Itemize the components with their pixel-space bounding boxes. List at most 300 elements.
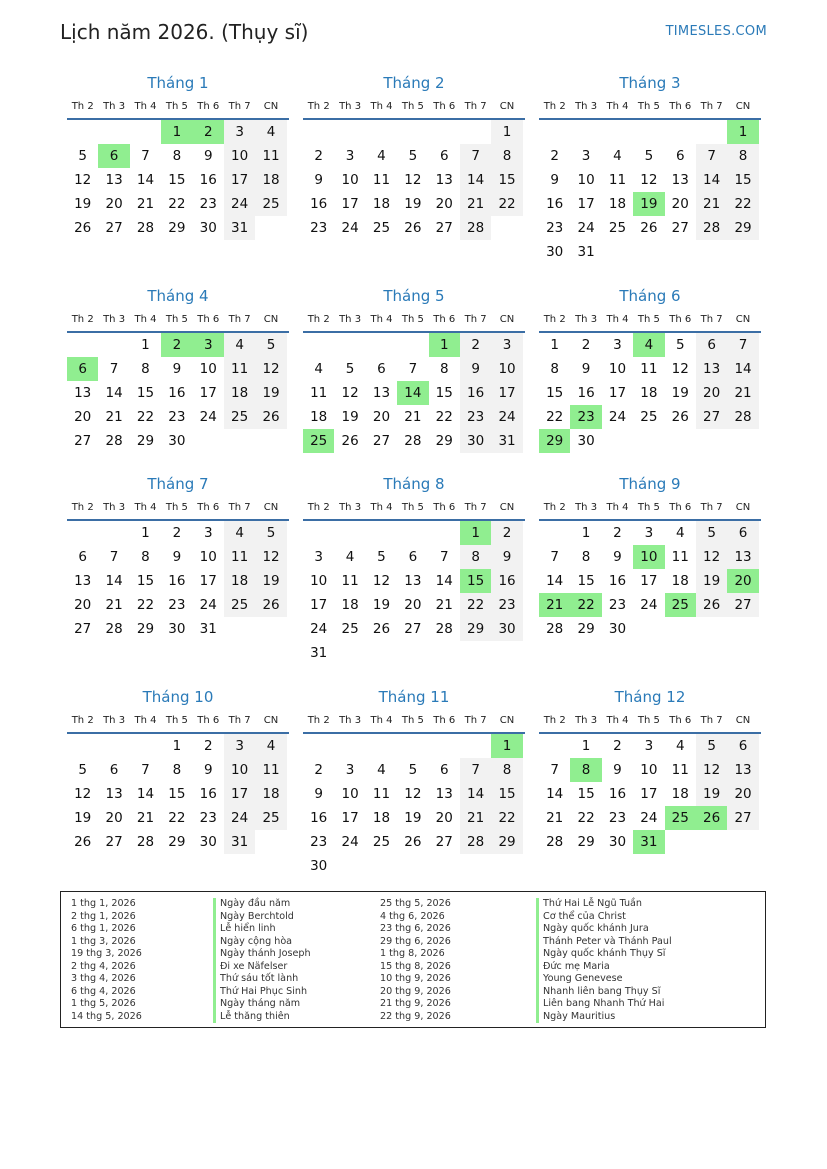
day-cell: 26 xyxy=(74,220,92,236)
day-cell: 26 xyxy=(255,405,286,429)
week-row xyxy=(67,617,289,641)
day-cell: 7 xyxy=(460,144,491,168)
day-cell: 11 xyxy=(372,172,391,188)
day-cell: 15 xyxy=(491,782,522,806)
day-cell: 13 xyxy=(696,357,727,381)
day-cell: 28 xyxy=(404,433,422,449)
day-cell: 13 xyxy=(727,758,758,782)
day-cell: 12 xyxy=(696,758,727,782)
day-cell: 30 xyxy=(168,621,186,637)
week-row xyxy=(539,429,761,453)
weekday-header xyxy=(67,495,289,521)
day-cell: 25 xyxy=(665,806,696,830)
day-cell: 2 xyxy=(193,120,224,144)
empty-day-cell xyxy=(665,120,696,144)
week-row xyxy=(303,641,525,665)
empty-day-cell xyxy=(193,429,224,453)
month-block xyxy=(303,72,525,240)
day-cell: 6 xyxy=(727,521,758,545)
day-cell: 7 xyxy=(408,361,418,377)
weekday-label: Th 5 xyxy=(401,501,424,513)
weekday-label: Th 2 xyxy=(71,714,94,726)
day-cell: 29 xyxy=(168,834,186,850)
day-cell: 6 xyxy=(439,148,449,164)
day-cell: 19 xyxy=(372,597,391,613)
day-cell: 30 xyxy=(546,244,564,260)
day-cell: 12 xyxy=(255,545,286,569)
empty-day-cell xyxy=(366,854,397,878)
day-cell: 15 xyxy=(136,573,155,589)
empty-day-cell xyxy=(397,734,428,758)
week-row xyxy=(303,357,525,381)
day-cell: 13 xyxy=(74,573,92,589)
empty-day-cell xyxy=(460,120,491,144)
day-cell: 29 xyxy=(168,220,186,236)
day-cell: 31 xyxy=(633,830,664,854)
day-cell: 4 xyxy=(255,734,286,758)
weekday-label: Th 3 xyxy=(575,100,598,112)
legend-date: 6 thg 4, 2026 xyxy=(71,985,136,997)
month-block xyxy=(303,285,525,453)
weekday-label: Th 7 xyxy=(228,313,251,325)
empty-day-cell xyxy=(696,617,727,641)
week-row xyxy=(67,144,289,168)
empty-day-cell xyxy=(570,120,601,144)
day-cell: 1 xyxy=(550,337,559,353)
empty-day-cell xyxy=(366,641,397,665)
day-cell: 20 xyxy=(435,196,453,212)
day-cell: 18 xyxy=(671,786,689,802)
day-cell: 21 xyxy=(727,381,758,405)
day-cell: 16 xyxy=(608,786,627,802)
day-cell: 3 xyxy=(644,738,654,754)
day-cell: 20 xyxy=(727,782,758,806)
day-cell: 16 xyxy=(199,172,217,188)
day-cell: 13 xyxy=(372,385,391,401)
empty-day-cell xyxy=(429,854,460,878)
day-cell: 24 xyxy=(199,409,217,425)
day-cell: 17 xyxy=(341,196,359,212)
day-cell: 10 xyxy=(199,549,217,565)
day-cell: 19 xyxy=(255,381,286,405)
day-cell: 1 xyxy=(161,120,192,144)
day-cell: 19 xyxy=(404,810,422,826)
day-cell: 29 xyxy=(577,621,595,637)
week-row xyxy=(303,120,525,144)
holiday-legend xyxy=(60,891,766,1028)
day-cell: 29 xyxy=(136,433,155,449)
day-cell: 14 xyxy=(397,381,428,405)
week-row xyxy=(303,569,525,593)
week-row xyxy=(67,806,289,830)
day-cell: 25 xyxy=(341,621,359,637)
day-cell: 3 xyxy=(644,525,654,541)
day-cell: 10 xyxy=(224,758,255,782)
day-cell: 26 xyxy=(404,834,422,850)
week-row xyxy=(67,429,289,453)
day-cell: 21 xyxy=(539,593,570,617)
empty-day-cell xyxy=(429,521,460,545)
day-cell: 14 xyxy=(136,786,155,802)
weekday-label: Th 5 xyxy=(401,714,424,726)
day-cell: 29 xyxy=(435,433,453,449)
day-cell: 25 xyxy=(608,220,627,236)
week-row xyxy=(539,593,761,617)
weekday-label: CN xyxy=(735,313,751,325)
legend-holiday-name: Lễ hiển linh xyxy=(213,923,311,936)
month-name: Tháng 5 xyxy=(383,287,445,305)
day-cell: 23 xyxy=(608,810,627,826)
legend-holiday-name: Ngày Mauritius xyxy=(536,1011,672,1024)
day-cell: 7 xyxy=(109,549,119,565)
day-cell: 19 xyxy=(341,409,359,425)
day-cell: 20 xyxy=(696,381,727,405)
weekday-label: Th 4 xyxy=(370,313,393,325)
month-name: Tháng 2 xyxy=(383,74,445,92)
day-cell: 15 xyxy=(727,168,758,192)
day-cell: 10 xyxy=(633,545,664,569)
empty-day-cell xyxy=(460,641,491,665)
site-link[interactable]: TIMESLES.COM xyxy=(665,24,767,39)
empty-day-cell xyxy=(224,429,255,453)
week-row xyxy=(303,429,525,453)
week-row xyxy=(67,545,289,569)
legend-holiday-name: Young Genevese xyxy=(536,973,672,986)
day-cell: 5 xyxy=(675,337,685,353)
weekday-label: CN xyxy=(735,100,751,112)
day-cell: 31 xyxy=(224,830,255,854)
day-cell: 6 xyxy=(109,762,119,778)
week-row xyxy=(539,405,761,429)
day-cell: 21 xyxy=(696,192,727,216)
week-row xyxy=(303,381,525,405)
week-row xyxy=(539,120,761,144)
week-row xyxy=(539,617,761,641)
legend-holiday-name: Ngày quốc khánh Thụy Sĩ xyxy=(536,948,672,961)
day-cell: 11 xyxy=(671,762,689,778)
weekday-header xyxy=(303,307,525,333)
day-cell: 27 xyxy=(105,834,123,850)
empty-day-cell xyxy=(460,854,491,878)
empty-day-cell xyxy=(633,240,664,264)
day-cell: 6 xyxy=(408,549,418,565)
day-cell: 21 xyxy=(460,192,491,216)
empty-day-cell xyxy=(366,120,397,144)
day-cell: 5 xyxy=(696,734,727,758)
day-cell: 30 xyxy=(608,834,627,850)
day-cell: 7 xyxy=(439,549,449,565)
legend-date: 25 thg 5, 2026 xyxy=(380,898,451,909)
day-cell: 28 xyxy=(546,834,564,850)
legend-names-col-2 xyxy=(536,898,672,1023)
legend-holiday-name: Nhanh liên bang Thụy Sĩ xyxy=(536,986,672,999)
weekday-label: Th 7 xyxy=(700,313,723,325)
weekday-label: Th 4 xyxy=(370,501,393,513)
weekday-label: Th 3 xyxy=(103,313,126,325)
day-cell: 20 xyxy=(435,810,453,826)
week-row xyxy=(539,144,761,168)
empty-day-cell xyxy=(255,617,286,641)
week-row xyxy=(303,144,525,168)
day-cell: 16 xyxy=(546,196,564,212)
legend-holiday-name: Ngày thánh Joseph xyxy=(213,948,311,961)
day-cell: 17 xyxy=(640,573,658,589)
day-cell: 1 xyxy=(491,120,522,144)
day-cell: 14 xyxy=(460,782,491,806)
weekday-label: Th 4 xyxy=(606,501,629,513)
day-cell: 19 xyxy=(696,569,727,593)
week-row xyxy=(539,758,761,782)
day-cell: 23 xyxy=(491,593,522,617)
day-cell: 5 xyxy=(408,148,418,164)
day-cell: 16 xyxy=(608,573,627,589)
legend-holiday-name: Lễ thăng thiên xyxy=(213,1011,311,1024)
weekday-label: Th 3 xyxy=(575,714,598,726)
empty-day-cell xyxy=(334,854,365,878)
day-cell: 9 xyxy=(491,545,522,569)
day-cell: 29 xyxy=(539,429,570,453)
week-row xyxy=(67,569,289,593)
empty-day-cell xyxy=(429,120,460,144)
week-row xyxy=(67,120,289,144)
day-cell: 4 xyxy=(314,361,323,377)
day-cell: 2 xyxy=(314,762,323,778)
day-cell: 11 xyxy=(341,573,359,589)
day-cell: 7 xyxy=(141,762,150,778)
month-block xyxy=(303,686,525,878)
day-cell: 23 xyxy=(310,834,328,850)
day-cell: 4 xyxy=(675,738,685,754)
day-cell: 10 xyxy=(608,361,627,377)
legend-date: 2 thg 4, 2026 xyxy=(71,960,136,972)
weekday-label: Th 7 xyxy=(464,100,487,112)
month-block xyxy=(67,473,289,641)
day-cell: 22 xyxy=(168,196,186,212)
day-cell: 24 xyxy=(310,621,328,637)
day-cell: 8 xyxy=(141,549,150,565)
legend-holiday-name: Thứ Hai Lễ Ngũ Tuần xyxy=(536,898,672,911)
day-cell: 9 xyxy=(613,549,622,565)
day-cell: 15 xyxy=(460,569,491,593)
empty-day-cell xyxy=(696,830,727,854)
day-cell: 28 xyxy=(460,216,491,240)
day-cell: 12 xyxy=(640,172,658,188)
day-cell: 24 xyxy=(224,806,255,830)
day-cell: 26 xyxy=(671,409,689,425)
month-name: Tháng 12 xyxy=(614,688,686,706)
week-row xyxy=(67,734,289,758)
week-row xyxy=(67,333,289,357)
day-cell: 24 xyxy=(341,834,359,850)
week-row xyxy=(539,216,761,240)
day-cell: 12 xyxy=(372,573,391,589)
day-cell: 19 xyxy=(404,196,422,212)
day-cell: 5 xyxy=(644,148,654,164)
day-cell: 16 xyxy=(310,196,328,212)
week-row xyxy=(539,521,761,545)
legend-date: 20 thg 9, 2026 xyxy=(380,985,451,997)
weekday-label: Th 7 xyxy=(464,313,487,325)
empty-day-cell xyxy=(334,333,365,357)
empty-day-cell xyxy=(397,854,428,878)
day-cell: 14 xyxy=(136,172,155,188)
week-row xyxy=(303,617,525,641)
weekday-label: CN xyxy=(735,501,751,513)
day-cell: 13 xyxy=(404,573,422,589)
day-cell: 14 xyxy=(105,573,123,589)
weekday-label: Th 6 xyxy=(433,100,456,112)
month-name: Tháng 11 xyxy=(378,688,450,706)
legend-date: 29 thg 6, 2026 xyxy=(380,935,451,947)
day-cell: 18 xyxy=(372,196,391,212)
day-cell: 4 xyxy=(224,333,255,357)
empty-day-cell xyxy=(429,641,460,665)
weekday-header xyxy=(67,94,289,120)
day-cell: 8 xyxy=(491,758,522,782)
day-cell: 25 xyxy=(372,834,391,850)
empty-day-cell xyxy=(67,333,98,357)
weekday-label: Th 6 xyxy=(669,313,692,325)
week-row xyxy=(303,168,525,192)
day-cell: 27 xyxy=(74,433,92,449)
weekday-label: Th 3 xyxy=(575,313,598,325)
weekday-label: Th 5 xyxy=(401,313,424,325)
empty-day-cell xyxy=(696,240,727,264)
empty-day-cell xyxy=(303,521,334,545)
empty-day-cell xyxy=(727,429,758,453)
day-cell: 17 xyxy=(640,786,658,802)
day-cell: 1 xyxy=(172,738,182,754)
day-cell: 22 xyxy=(168,810,186,826)
day-cell: 12 xyxy=(255,357,286,381)
day-cell: 5 xyxy=(78,148,87,164)
day-cell: 17 xyxy=(199,385,217,401)
empty-day-cell xyxy=(633,617,664,641)
weekday-label: Th 2 xyxy=(71,501,94,513)
day-cell: 25 xyxy=(640,409,658,425)
day-cell: 22 xyxy=(136,597,155,613)
legend-date: 23 thg 6, 2026 xyxy=(380,923,451,934)
day-cell: 28 xyxy=(546,621,564,637)
empty-day-cell xyxy=(130,120,161,144)
day-cell: 1 xyxy=(429,333,460,357)
day-cell: 20 xyxy=(727,569,758,593)
week-row xyxy=(539,545,761,569)
week-row xyxy=(67,168,289,192)
day-cell: 18 xyxy=(255,168,286,192)
day-cell: 10 xyxy=(199,361,217,377)
day-cell: 11 xyxy=(608,172,627,188)
day-cell: 12 xyxy=(74,172,92,188)
weekday-label: Th 2 xyxy=(307,501,330,513)
day-cell: 5 xyxy=(255,333,286,357)
day-cell: 4 xyxy=(377,762,386,778)
month-block xyxy=(67,72,289,240)
empty-day-cell xyxy=(67,120,98,144)
day-cell: 21 xyxy=(136,810,155,826)
day-cell: 2 xyxy=(491,521,522,545)
legend-date: 19 thg 3, 2026 xyxy=(71,948,142,959)
day-cell: 1 xyxy=(491,734,522,758)
week-row xyxy=(303,405,525,429)
weekday-header xyxy=(539,307,761,333)
weekday-label: CN xyxy=(263,100,279,112)
empty-day-cell xyxy=(429,734,460,758)
day-cell: 20 xyxy=(105,196,123,212)
day-cell: 1 xyxy=(460,521,491,545)
day-cell: 8 xyxy=(439,361,449,377)
empty-day-cell xyxy=(491,641,522,665)
day-cell: 7 xyxy=(727,333,758,357)
week-row xyxy=(303,734,525,758)
day-cell: 9 xyxy=(581,361,591,377)
day-cell: 26 xyxy=(640,220,658,236)
legend-holiday-name: Đi xe Näfelser xyxy=(213,961,311,974)
day-cell: 15 xyxy=(577,573,595,589)
empty-day-cell xyxy=(224,617,255,641)
day-cell: 27 xyxy=(404,621,422,637)
weekday-header xyxy=(539,94,761,120)
day-cell: 21 xyxy=(460,806,491,830)
day-cell: 30 xyxy=(168,433,186,449)
week-row xyxy=(303,830,525,854)
weekday-header xyxy=(67,708,289,734)
week-row xyxy=(539,806,761,830)
day-cell: 18 xyxy=(341,597,359,613)
day-cell: 6 xyxy=(675,148,685,164)
empty-day-cell xyxy=(366,333,397,357)
weekday-label: Th 5 xyxy=(165,313,188,325)
day-cell: 4 xyxy=(377,148,386,164)
legend-holiday-name: Thứ sáu tốt lành xyxy=(213,973,311,986)
day-cell: 11 xyxy=(372,786,391,802)
day-cell: 8 xyxy=(141,361,150,377)
weekday-label: Th 3 xyxy=(575,501,598,513)
legend-holiday-name: Ngày tháng năm xyxy=(213,998,311,1011)
day-cell: 20 xyxy=(105,810,123,826)
legend-date: 1 thg 3, 2026 xyxy=(71,935,136,947)
weekday-label: Th 2 xyxy=(543,100,566,112)
day-cell: 21 xyxy=(136,196,155,212)
day-cell: 9 xyxy=(172,549,182,565)
weekday-header xyxy=(539,708,761,734)
empty-day-cell xyxy=(602,120,633,144)
day-cell: 6 xyxy=(98,144,129,168)
day-cell: 16 xyxy=(168,573,186,589)
day-cell: 27 xyxy=(727,593,758,617)
day-cell: 31 xyxy=(224,216,255,240)
day-cell: 6 xyxy=(727,734,758,758)
day-cell: 8 xyxy=(727,144,758,168)
empty-day-cell xyxy=(727,240,758,264)
day-cell: 8 xyxy=(491,144,522,168)
day-cell: 16 xyxy=(491,569,522,593)
day-cell: 18 xyxy=(224,381,255,405)
legend-names-col-1 xyxy=(213,898,311,1023)
empty-day-cell xyxy=(539,734,570,758)
day-cell: 3 xyxy=(314,549,323,565)
legend-date: 3 thg 4, 2026 xyxy=(71,973,136,984)
empty-day-cell xyxy=(255,830,286,854)
day-cell: 7 xyxy=(550,549,559,565)
day-cell: 27 xyxy=(435,220,453,236)
weekday-label: Th 2 xyxy=(543,313,566,325)
week-row xyxy=(67,381,289,405)
day-cell: 30 xyxy=(199,834,217,850)
weekday-header xyxy=(303,495,525,521)
day-cell: 26 xyxy=(255,593,286,617)
empty-day-cell xyxy=(334,734,365,758)
